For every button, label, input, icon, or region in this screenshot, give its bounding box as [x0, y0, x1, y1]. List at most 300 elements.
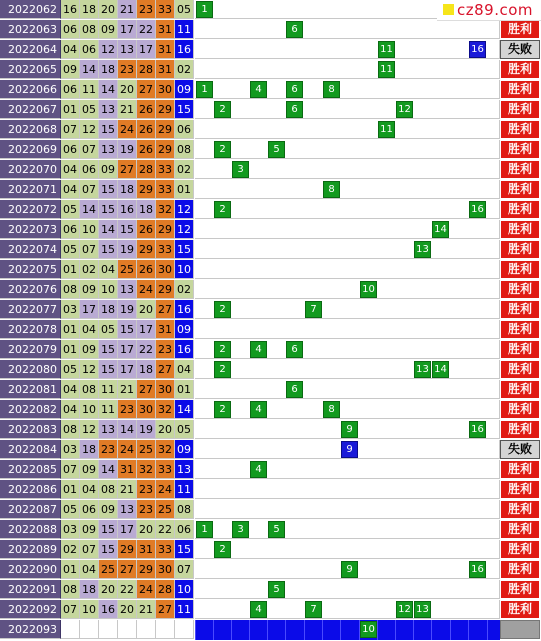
ball-number: 15 — [99, 360, 118, 379]
grid-cell — [285, 0, 305, 19]
grid-cell — [249, 60, 268, 79]
grid-cell — [359, 260, 378, 279]
result-badge: 胜利 — [500, 340, 540, 359]
result-badge: 胜利 — [500, 20, 540, 39]
grid-cell — [468, 180, 488, 199]
ball-number: 02 — [175, 160, 194, 179]
ball-number: 12 — [80, 120, 99, 139]
ball-number: 26 — [137, 220, 156, 239]
ball-number: 24 — [118, 440, 137, 459]
ball-number: 15 — [99, 240, 118, 259]
grid-cell — [213, 20, 232, 39]
ball-number: 06 — [61, 220, 80, 239]
grid-cell — [413, 260, 432, 279]
grid-cell — [249, 280, 268, 299]
ball-number: 21 — [118, 480, 137, 499]
grid-cell — [322, 60, 341, 79]
hit-mark: 16 — [469, 41, 486, 58]
grid-cell — [340, 500, 360, 519]
ball-number: 21 — [118, 380, 137, 399]
grid-cell — [213, 160, 232, 179]
grid-cell — [487, 340, 500, 359]
ball-number: 05 — [61, 360, 80, 379]
grid-cell — [213, 60, 232, 79]
ball-number: 05 — [61, 500, 80, 519]
grid-cell — [322, 240, 341, 259]
grid-cell — [377, 380, 396, 399]
ball-number: 02 — [175, 280, 194, 299]
grid-cell — [231, 200, 250, 219]
hit-mark: 2 — [214, 201, 231, 218]
ball-number: 02 — [175, 60, 194, 79]
grid-cell — [413, 80, 432, 99]
ball-number: 23 — [99, 440, 118, 459]
grid-cell — [359, 100, 378, 119]
ball-number: 26 — [137, 100, 156, 119]
period-number: 2022092 — [0, 600, 61, 619]
grid-cell — [249, 320, 268, 339]
result-badge: 胜利 — [500, 420, 540, 439]
ball-number: 31 — [156, 320, 175, 339]
grid-cell — [450, 340, 469, 359]
grid-cell — [249, 480, 268, 499]
ball-number: 32 — [156, 200, 175, 219]
grid-cell — [231, 560, 250, 579]
grid-cell — [377, 420, 396, 439]
grid-cell — [377, 480, 396, 499]
ball-number: 12 — [80, 360, 99, 379]
table-row — [0, 600, 541, 620]
ball-number: 33 — [156, 0, 175, 19]
table-row — [0, 180, 541, 200]
grid-cell — [468, 80, 488, 99]
grid-cell — [267, 280, 286, 299]
pending-bar-divider — [487, 620, 488, 640]
hit-mark: 11 — [378, 41, 395, 58]
grid-cell — [285, 260, 305, 279]
grid-cell — [413, 160, 432, 179]
table-row — [0, 140, 541, 160]
period-number: 2022093 — [0, 620, 61, 639]
period-number: 2022071 — [0, 180, 61, 199]
ball-number: 05 — [99, 320, 118, 339]
grid-cell — [431, 60, 451, 79]
grid-cell — [213, 0, 232, 19]
grid-cell — [413, 120, 432, 139]
ball-number: 32 — [156, 400, 175, 419]
hit-mark: 2 — [214, 361, 231, 378]
ball-number: 01 — [61, 100, 80, 119]
grid-cell — [195, 480, 214, 499]
grid-cell — [340, 200, 360, 219]
grid-cell — [395, 200, 414, 219]
grid-cell — [487, 220, 500, 239]
ball-number: 11 — [99, 400, 118, 419]
ball-number: 01 — [175, 380, 194, 399]
grid-cell — [450, 20, 469, 39]
period-number: 2022091 — [0, 580, 61, 599]
grid-cell — [304, 560, 323, 579]
grid-cell — [413, 40, 432, 59]
grid-cell — [431, 140, 451, 159]
table-row — [0, 160, 541, 180]
ball-number: 33 — [156, 460, 175, 479]
grid-cell — [377, 540, 396, 559]
ball-number: 15 — [99, 520, 118, 539]
grid-cell — [450, 460, 469, 479]
ball-number: 27 — [156, 360, 175, 379]
ball-number: 29 — [137, 180, 156, 199]
grid-cell — [395, 360, 414, 379]
grid-cell — [304, 160, 323, 179]
grid-cell — [413, 460, 432, 479]
ball-number: 13 — [175, 460, 194, 479]
ball-number: 04 — [99, 260, 118, 279]
ball-number: 24 — [137, 580, 156, 599]
grid-cell — [322, 560, 341, 579]
grid-cell — [249, 360, 268, 379]
result-badge: 胜利 — [500, 240, 540, 259]
ball-number: 03 — [61, 440, 80, 459]
grid-cell — [340, 460, 360, 479]
table-row — [0, 300, 541, 320]
grid-cell — [450, 440, 469, 459]
grid-cell — [249, 540, 268, 559]
grid-cell — [487, 260, 500, 279]
grid-cell — [487, 180, 500, 199]
grid-cell — [267, 100, 286, 119]
ball-number: 31 — [156, 60, 175, 79]
ball-number: 17 — [118, 340, 137, 359]
grid-cell — [377, 80, 396, 99]
ball-number: 02 — [61, 540, 80, 559]
grid-cell — [285, 440, 305, 459]
grid-cell — [359, 80, 378, 99]
grid-cell — [450, 120, 469, 139]
grid-cell — [322, 120, 341, 139]
grid-cell — [195, 100, 214, 119]
grid-cell — [195, 240, 214, 259]
grid-cell — [450, 420, 469, 439]
result-badge: 胜利 — [500, 600, 540, 619]
grid-cell — [304, 0, 323, 19]
grid-cell — [267, 60, 286, 79]
grid-cell — [285, 480, 305, 499]
ball-number: 29 — [137, 240, 156, 259]
grid-cell — [195, 380, 214, 399]
grid-cell — [395, 280, 414, 299]
table-row — [0, 100, 541, 120]
period-number: 2022089 — [0, 540, 61, 559]
grid-cell — [487, 100, 500, 119]
grid-cell — [304, 520, 323, 539]
grid-cell — [450, 520, 469, 539]
grid-cell — [340, 60, 360, 79]
grid-cell — [450, 540, 469, 559]
grid-cell — [304, 240, 323, 259]
grid-cell — [487, 540, 500, 559]
grid-cell — [431, 440, 451, 459]
grid-cell — [322, 100, 341, 119]
grid-cell — [231, 340, 250, 359]
site-logo[interactable] — [437, 0, 541, 21]
ball-number: 04 — [61, 380, 80, 399]
ball-number: 05 — [61, 240, 80, 259]
grid-cell — [487, 460, 500, 479]
result-badge: 胜利 — [500, 140, 540, 159]
grid-cell — [431, 240, 451, 259]
grid-cell — [468, 260, 488, 279]
grid-cell — [231, 540, 250, 559]
grid-cell — [487, 520, 500, 539]
grid-cell — [487, 420, 500, 439]
grid-cell — [285, 360, 305, 379]
table-row — [0, 320, 541, 340]
ball-number: 10 — [80, 600, 99, 619]
grid-cell — [413, 60, 432, 79]
grid-cell — [231, 0, 250, 19]
grid-cell — [195, 120, 214, 139]
grid-cell — [249, 120, 268, 139]
grid-cell — [340, 520, 360, 539]
grid-cell — [487, 600, 500, 619]
ball-number: 15 — [175, 240, 194, 259]
ball-number: 04 — [61, 400, 80, 419]
logo-text: cz89.com — [457, 1, 534, 19]
grid-cell — [340, 540, 360, 559]
ball-number: 15 — [118, 320, 137, 339]
ball-number: 19 — [118, 240, 137, 259]
grid-cell — [340, 80, 360, 99]
ball-number: 27 — [137, 380, 156, 399]
pending-bar-divider — [450, 620, 451, 640]
grid-cell — [231, 240, 250, 259]
hit-mark: 10 — [360, 621, 377, 638]
ball-number: 29 — [156, 220, 175, 239]
ball-number: 15 — [99, 180, 118, 199]
grid-cell — [231, 140, 250, 159]
hit-mark: 2 — [214, 101, 231, 118]
hit-mark: 13 — [414, 361, 431, 378]
grid-cell — [231, 320, 250, 339]
grid-cell — [304, 380, 323, 399]
hit-mark: 4 — [250, 81, 267, 98]
grid-cell — [468, 320, 488, 339]
grid-cell — [413, 200, 432, 219]
ball-number: 16 — [175, 40, 194, 59]
logo-square-icon — [443, 4, 454, 15]
ball-number: 32 — [137, 460, 156, 479]
period-number: 2022074 — [0, 240, 61, 259]
table-row — [0, 620, 541, 640]
grid-cell — [431, 560, 451, 579]
grid-cell — [249, 180, 268, 199]
grid-cell — [395, 500, 414, 519]
grid-cell — [195, 140, 214, 159]
table-row — [0, 200, 541, 220]
ball-number: 31 — [137, 540, 156, 559]
ball-number: 20 — [99, 580, 118, 599]
grid-cell — [450, 580, 469, 599]
result-badge: 胜利 — [500, 100, 540, 119]
ball-number: 33 — [156, 160, 175, 179]
grid-cell — [450, 80, 469, 99]
ball-number: 29 — [156, 280, 175, 299]
ball-number: 09 — [61, 60, 80, 79]
grid-cell — [450, 40, 469, 59]
table-row — [0, 380, 541, 400]
grid-cell — [395, 380, 414, 399]
table-row — [0, 120, 541, 140]
ball-number: 18 — [99, 60, 118, 79]
table-row — [0, 580, 541, 600]
grid-cell — [431, 40, 451, 59]
ball-number: 04 — [61, 40, 80, 59]
grid-cell — [304, 500, 323, 519]
result-badge: 胜利 — [500, 160, 540, 179]
ball-number: 30 — [156, 260, 175, 279]
grid-cell — [413, 440, 432, 459]
ball-number: 11 — [175, 600, 194, 619]
grid-cell — [487, 120, 500, 139]
hit-mark: 6 — [286, 381, 303, 398]
grid-cell — [231, 80, 250, 99]
grid-cell — [413, 320, 432, 339]
grid-cell — [195, 580, 214, 599]
hit-mark: 9 — [341, 421, 358, 438]
ball-number: 20 — [137, 300, 156, 319]
ball-number: 30 — [156, 380, 175, 399]
grid-cell — [340, 20, 360, 39]
ball-number: 01 — [175, 180, 194, 199]
grid-cell — [285, 500, 305, 519]
grid-cell — [249, 240, 268, 259]
grid-cell — [285, 220, 305, 239]
grid-cell — [359, 560, 378, 579]
grid-cell — [431, 80, 451, 99]
ball-number: 33 — [156, 240, 175, 259]
grid-cell — [285, 140, 305, 159]
grid-cell — [213, 260, 232, 279]
ball-number: 22 — [156, 520, 175, 539]
grid-cell — [195, 280, 214, 299]
ball-number: 17 — [118, 520, 137, 539]
grid-cell — [413, 400, 432, 419]
table-row — [0, 80, 541, 100]
ball-number: 08 — [61, 420, 80, 439]
period-number: 2022065 — [0, 60, 61, 79]
grid-cell — [340, 40, 360, 59]
result-badge: 胜利 — [500, 460, 540, 479]
grid-cell — [267, 220, 286, 239]
ball-number: 30 — [156, 80, 175, 99]
grid-cell — [377, 140, 396, 159]
grid-cell — [285, 540, 305, 559]
grid-cell — [304, 140, 323, 159]
grid-cell — [359, 420, 378, 439]
grid-cell — [195, 220, 214, 239]
grid-cell — [359, 400, 378, 419]
grid-cell — [395, 340, 414, 359]
table-row — [0, 360, 541, 380]
grid-cell — [468, 440, 488, 459]
grid-cell — [267, 440, 286, 459]
ball-number: 05 — [80, 100, 99, 119]
ball-number: 12 — [175, 220, 194, 239]
ball-number: 03 — [61, 300, 80, 319]
grid-cell — [322, 300, 341, 319]
grid-cell — [340, 360, 360, 379]
grid-cell — [231, 20, 250, 39]
grid-cell — [377, 580, 396, 599]
grid-cell — [267, 260, 286, 279]
grid-cell — [450, 400, 469, 419]
grid-cell — [304, 580, 323, 599]
ball-number: 24 — [156, 480, 175, 499]
grid-cell — [487, 60, 500, 79]
grid-cell — [395, 460, 414, 479]
grid-cell — [359, 340, 378, 359]
table-row — [0, 460, 541, 480]
grid-cell — [322, 480, 341, 499]
table-row — [0, 220, 541, 240]
grid-cell — [285, 240, 305, 259]
pending-bar-divider — [267, 620, 268, 640]
hit-mark: 1 — [196, 1, 213, 18]
ball-number: 27 — [156, 300, 175, 319]
ball-number: 11 — [80, 80, 99, 99]
period-number: 2022081 — [0, 380, 61, 399]
grid-cell — [431, 120, 451, 139]
period-number: 2022067 — [0, 100, 61, 119]
grid-cell — [267, 560, 286, 579]
grid-cell — [431, 100, 451, 119]
grid-cell — [195, 400, 214, 419]
grid-cell — [285, 180, 305, 199]
grid-cell — [231, 400, 250, 419]
grid-cell — [285, 600, 305, 619]
grid-cell — [249, 0, 268, 19]
grid-cell — [322, 160, 341, 179]
result-badge: 胜利 — [500, 480, 540, 499]
grid-cell — [213, 560, 232, 579]
grid-cell — [413, 0, 432, 19]
grid-cell — [195, 500, 214, 519]
ball-number: 02 — [80, 260, 99, 279]
grid-cell — [285, 40, 305, 59]
grid-cell — [249, 440, 268, 459]
hit-mark: 3 — [232, 521, 249, 538]
hit-mark: 9 — [341, 441, 358, 458]
ball-number: 06 — [61, 140, 80, 159]
grid-cell — [377, 500, 396, 519]
grid-cell — [487, 500, 500, 519]
ball-number: 09 — [99, 160, 118, 179]
grid-cell — [249, 500, 268, 519]
ball-number: 16 — [118, 200, 137, 219]
grid-cell — [231, 600, 250, 619]
grid-cell — [450, 360, 469, 379]
grid-cell — [487, 480, 500, 499]
ball-number: 26 — [137, 260, 156, 279]
grid-cell — [267, 420, 286, 439]
period-number: 2022083 — [0, 420, 61, 439]
ball-number: 22 — [118, 580, 137, 599]
result-badge: 胜利 — [500, 200, 540, 219]
grid-cell — [231, 380, 250, 399]
table-row — [0, 440, 541, 460]
grid-cell — [395, 80, 414, 99]
